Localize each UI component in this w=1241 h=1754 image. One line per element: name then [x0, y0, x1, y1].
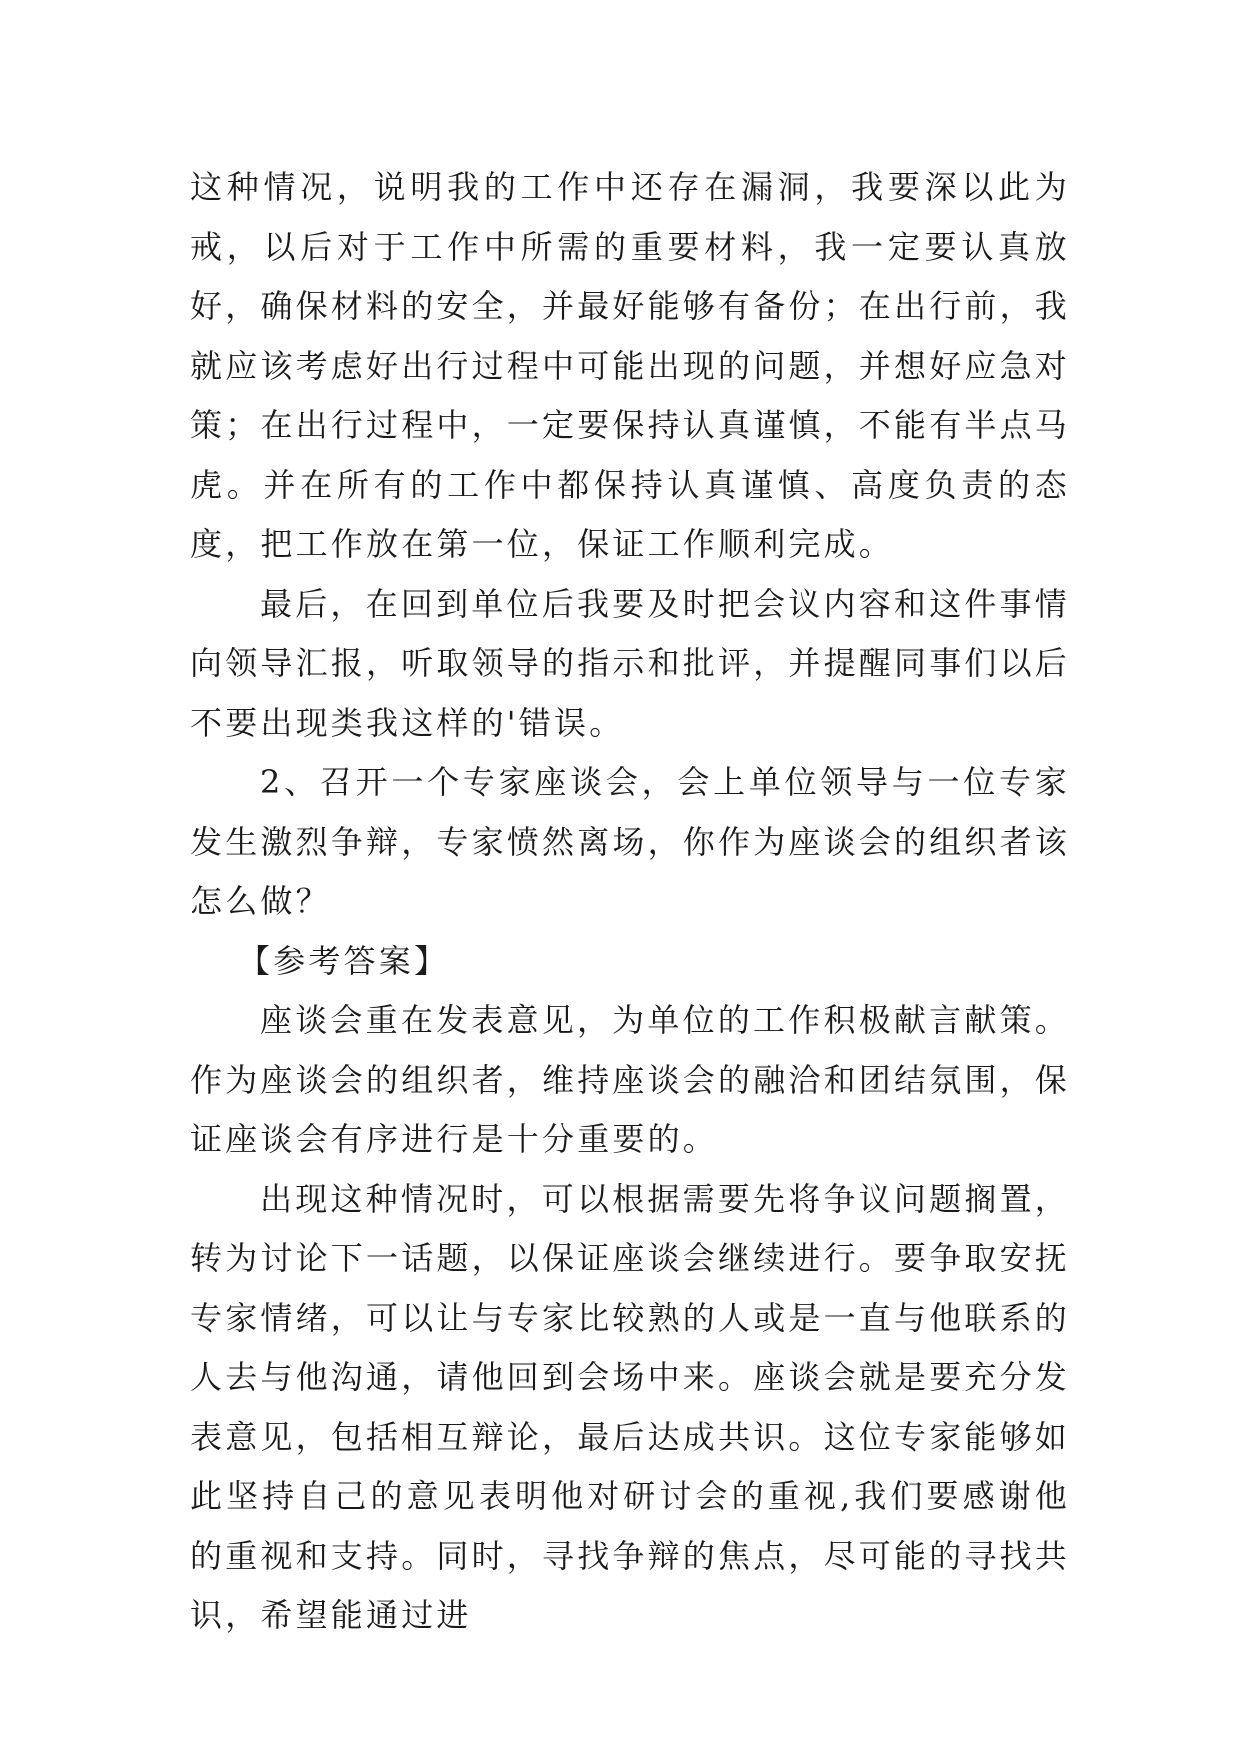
paragraph-answer-handling: 出现这种情况时，可以根据需要先将争议问题搁置，转为讨论下一话题，以保证座谈会继续进行。要争取安抚专家情绪，可以让与专家比较熟的人或是一直与他联系的人去与他沟通，请他回到会场中来。座谈会就是要充分发表意见，包括相互辩论，最后达成共识。这位专家能够如此坚持自己的意见表明他对研讨会的重视,我们要感谢他的重视和支持。同时，寻找争辩的焦点，尽可能的寻找共识，希望能通过进 [190, 1179, 1071, 1634]
paragraph-continuation: 这种情况，说明我的工作中还存在漏洞，我要深以此为戒，以后对于工作中所需的重要材料，我一定要认真放好，确保材料的安全，并最好能够有备份；在出行前，我就应该考虑好出行过程中可能出现的问题，并想好应急对策；在出行过程中，一定要保持认真谨慎，不能有半点马虎。并在所有的工作中都保持认真谨慎、高度负责的态度，把工作放在第一位，保证工作顺利完成。 [190, 168, 1071, 563]
reference-answer-heading: 【参考答案】 [238, 941, 450, 980]
question-2: 2、召开一个专家座谈会，会上单位领导与一位专家发生激烈争辩，专家愤然离场，你作为座谈会的组织者该怎么做？ [190, 763, 1071, 920]
paragraph-report-to-leader: 最后，在回到单位后我要及时把会议内容和这件事情向领导汇报，听取领导的指示和批评，并提醒同事们以后不要出现类我这样的'错误。 [190, 584, 1071, 742]
document-body [190, 158, 1070, 1646]
paragraph-answer-intro: 座谈会重在发表意见，为单位的工作积极献言献策。作为座谈会的组织者，维持座谈会的融洽和团结氛围，保证座谈会有序进行是十分重要的。 [190, 1001, 1071, 1158]
